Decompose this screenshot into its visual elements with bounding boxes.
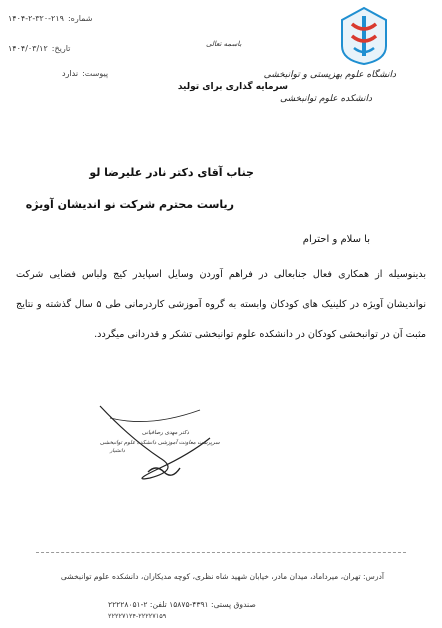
bismillah: باسمه تعالی	[206, 40, 242, 48]
faculty-name: دانشکده علوم توانبخشی	[280, 94, 372, 104]
letter-attachment	[62, 69, 108, 78]
footer-address	[50, 570, 384, 584]
letter-subject: سرمایه گذاری برای تولید	[177, 82, 288, 92]
footer-divider	[36, 552, 406, 553]
letter-attachment-value: ندارد	[62, 69, 79, 78]
letter-date-value: ۱۴۰۴/۰۳/۱۲	[8, 44, 48, 53]
letter-number-label: شماره:	[67, 14, 93, 23]
footer-address-label: آدرس:	[363, 572, 384, 581]
addressee-name: جناب آقای دکتر نادر علیرضا لو	[89, 166, 254, 179]
letter-number	[8, 14, 92, 23]
footer-address-text: تهران، میرداماد، میدان مادر، خیابان شهید شاه نظری، کوچه مدیکاران، دانشکده علوم توانبخشی	[60, 572, 361, 581]
letter-date-label: تاریخ:	[51, 44, 71, 53]
letter-body: بدینوسیله از همکاری فعال جنابعالی در فراهم آوردن وسایل اسپایدر کیج ولباس فضایی شرکت نواندیشان آویژه در کلینیک های کودکان وابسته به گروه آموزشی کاردرمانی طی ۵ سال گذشته و نتایج مثبت آن در توانبخشی کودکان در دانشکده علوم توانبخشی تشکر و قدردانی میگردد.	[16, 269, 426, 340]
signatory-name: دکتر مهدی رصافیانی	[142, 430, 190, 436]
signatory-title: سرپرست معاونت آموزشی دانشکده علوم توانبخشی	[100, 440, 220, 446]
greeting: با سلام و احترام	[302, 234, 370, 245]
letter-number-value: ۱۴۰۴-۲-۳۲۰-۲۱۹	[8, 14, 64, 23]
footer-fax: ۲۲۲۲۷۱۲۴-۲۲۲۲۷۱۵۹	[108, 612, 167, 620]
footer-postal: صندوق پستی: ۴۳۹۱-۱۵۸۷۵ تلفن: ۲-۲۲۲۲۸۰۵۱	[108, 600, 256, 609]
university-name: دانشگاه علوم بهزیستی و توانبخشی	[263, 70, 396, 80]
letter-date	[8, 44, 70, 53]
signatory-rank: دانشیار	[110, 448, 125, 454]
letter-attachment-label: پیوست:	[82, 69, 109, 78]
university-logo	[338, 6, 390, 66]
addressee-title: ریاست محترم شرکت نو اندیشان آویژه	[25, 198, 234, 211]
